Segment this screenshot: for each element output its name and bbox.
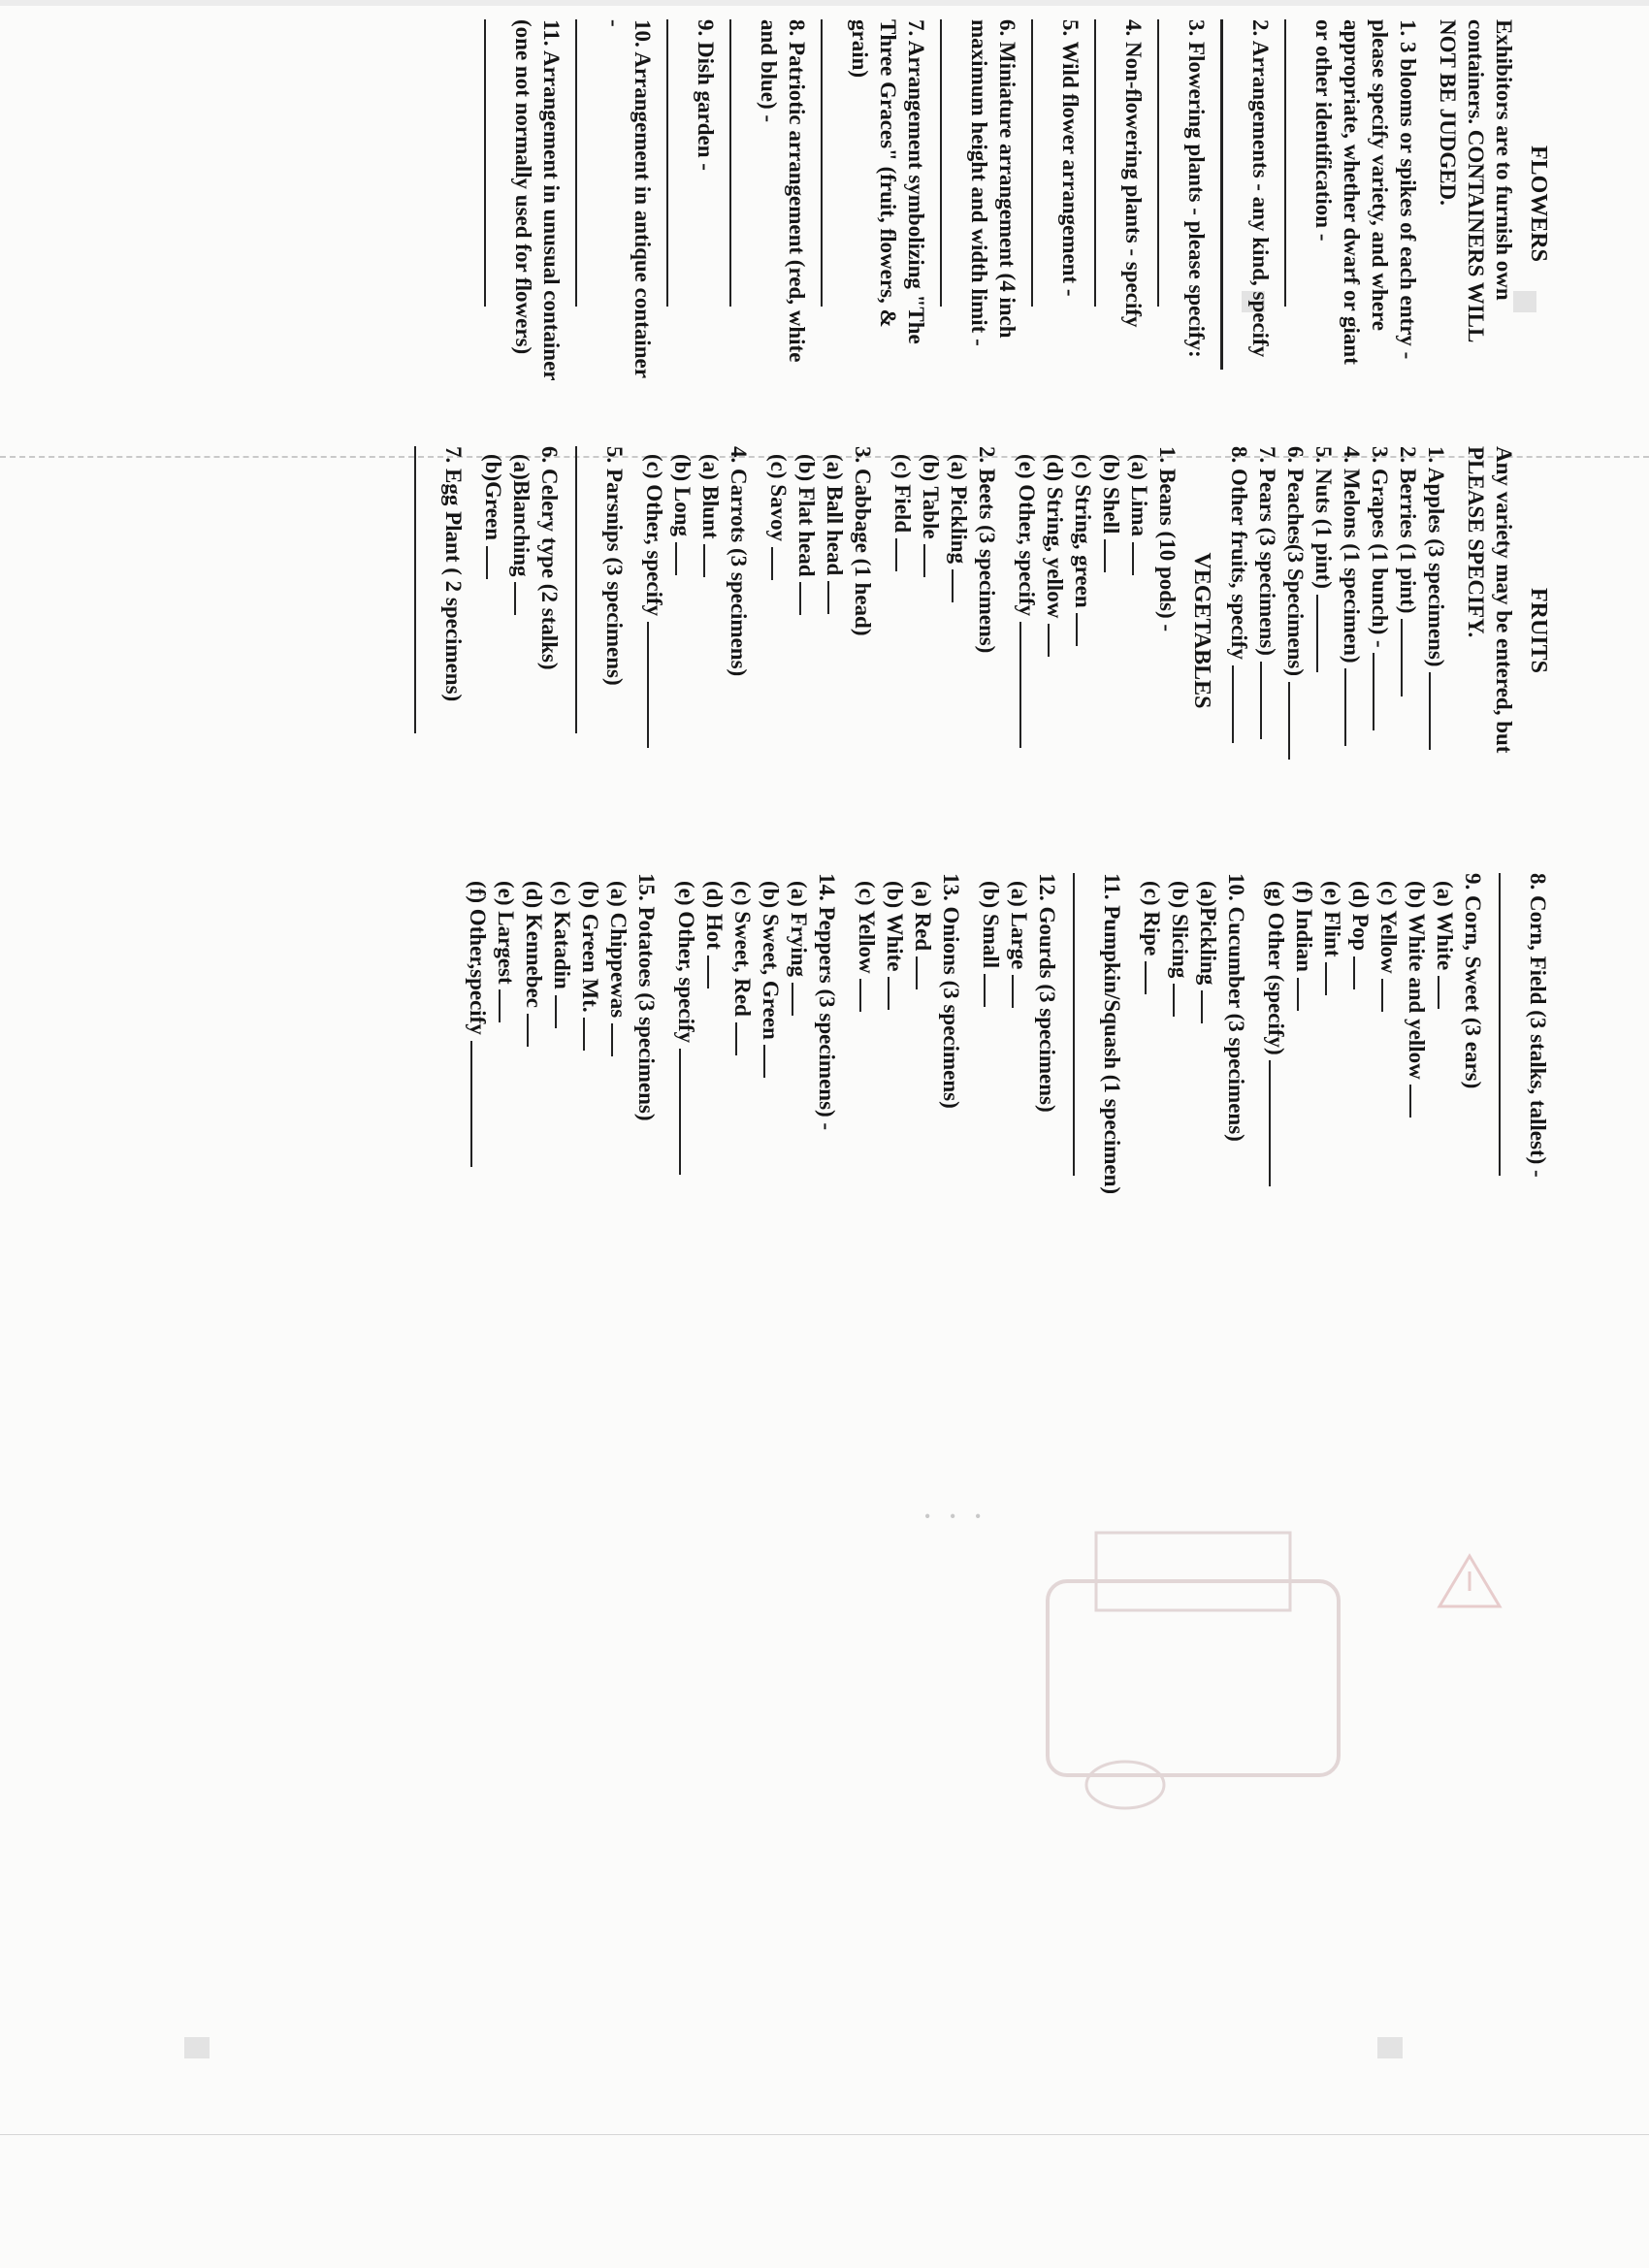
flowers-heading: FLOWERS xyxy=(1526,145,1551,263)
vegetable-subitem-blank[interactable] xyxy=(827,581,847,614)
vegetable-subitem xyxy=(1005,873,1033,1261)
vegetable-subitem xyxy=(1262,873,1290,1261)
scan-speck xyxy=(184,2037,210,2058)
vegetable-group xyxy=(1499,873,1552,1261)
vegetable-subitem-blank[interactable] xyxy=(1076,613,1095,646)
vegetable-subitem-label: (a) Lima xyxy=(1127,454,1151,536)
vegetable-subitem-blank[interactable] xyxy=(527,1014,546,1047)
vegetable-subitem xyxy=(1194,873,1222,1261)
vegetable-subitem-blank[interactable] xyxy=(499,989,518,1022)
vegetable-subitem xyxy=(909,873,937,1261)
fruit-item-blank[interactable] xyxy=(1232,665,1251,743)
vegetable-subitem-blank[interactable] xyxy=(647,622,666,748)
vegetable-subitem-label: (d) String, yellow xyxy=(1043,454,1067,619)
flower-entry-blank[interactable] xyxy=(575,19,597,307)
vegetable-group xyxy=(977,873,1061,1261)
fruit-item-label: 2. Berries (1 pint) xyxy=(1396,446,1420,614)
vegetable-subitem xyxy=(1318,873,1346,1261)
vegetable-subitem xyxy=(853,873,881,1261)
vegetable-subitem-blank[interactable] xyxy=(555,995,574,1028)
vegetable-subitem xyxy=(479,446,507,815)
vegetable-subitem xyxy=(1166,873,1194,1261)
fruit-item xyxy=(1366,446,1394,815)
vegetable-subitem-label: (b) White xyxy=(883,881,907,972)
bleed-through-line: • xyxy=(919,1513,935,1519)
flower-entry-text: 4. Non-flowering plants - specify xyxy=(1121,19,1146,328)
vegetables-continued-column xyxy=(452,873,1552,1261)
flower-entry xyxy=(484,19,566,388)
flower-entry-blank[interactable] xyxy=(940,19,961,307)
vegetable-subitem-label: (c) Yellow xyxy=(855,881,879,974)
vegetable-subitem-label: (a) Large xyxy=(1007,881,1031,970)
vegetable-subitem-label: (e) Largest xyxy=(494,881,518,985)
vegetable-subitem-label: (a) Ball head xyxy=(823,454,847,576)
vegetable-group xyxy=(575,446,629,815)
vegetable-group-title: 6. Celery type (2 stalks) xyxy=(537,446,562,670)
vegetable-subitem xyxy=(728,873,757,1261)
vegetable-group xyxy=(764,446,877,815)
vegetable-subitem-label: (c) Savoy xyxy=(766,454,791,542)
flower-entry xyxy=(940,19,1021,388)
vegetable-subitem-blank[interactable] xyxy=(1104,539,1123,572)
vegetable-subitem-blank[interactable] xyxy=(1325,962,1344,995)
bleed-through-printer-icon xyxy=(1009,1494,1416,1863)
vegetable-subitem xyxy=(668,446,696,815)
vegetable-subitem xyxy=(1069,446,1097,815)
flower-entry xyxy=(1157,19,1211,388)
flower-entry-blank[interactable] xyxy=(1157,19,1179,307)
vegetable-subitem-blank[interactable] xyxy=(916,956,935,989)
fruit-item xyxy=(1394,446,1422,815)
vegetable-subitem-label: (a)Pickling xyxy=(1196,881,1220,986)
vegetable-subitem xyxy=(548,873,576,1261)
flower-entry-blank[interactable] xyxy=(1031,19,1052,307)
vegetable-subitem-label: (b) Slicing xyxy=(1168,881,1192,979)
vegetable-subitem xyxy=(881,873,909,1261)
flower-entry-text: 1. 3 blooms or spikes of each entry - please specify variety, and where appropriate, whether dwarf or giant or other identification - xyxy=(1311,19,1420,365)
vegetable-group-title: 8. Corn, Field (3 stalks, tallest) - xyxy=(1526,873,1550,1178)
vegetable-subitem-blank[interactable] xyxy=(1409,1085,1429,1118)
vegetable-subitem-label: (a) White xyxy=(1433,881,1457,971)
vegetable-subitem-blank[interactable] xyxy=(735,1022,755,1055)
bleed-through-line: • xyxy=(969,1513,986,1519)
vegetable-subitem xyxy=(764,446,792,815)
fruits-heading: FRUITS xyxy=(1526,587,1551,674)
vegetable-subitem xyxy=(1290,873,1318,1261)
vegetable-group-title: 15. Potatoes (3 specimens) xyxy=(634,873,659,1121)
fruit-item-blank[interactable] xyxy=(1288,682,1308,760)
vegetable-subitem-label: (a) Frying xyxy=(787,881,811,978)
vegetable-subitem-label: (b) White and yellow xyxy=(1405,881,1429,1080)
vegetable-subitem-blank[interactable] xyxy=(1145,961,1164,994)
fruit-item-label: 3. Grapes (1 bunch) - xyxy=(1368,446,1392,648)
fruit-item-label: 5. Nuts (1 pint) xyxy=(1311,446,1336,589)
vegetable-subitem-label: (c) Ripe xyxy=(1140,881,1164,956)
vegetable-subitem-label: (a)Blanching xyxy=(509,454,534,577)
vegetable-subitem-blank[interactable] xyxy=(1173,984,1192,1017)
flower-entry xyxy=(729,19,811,388)
vegetable-subitem-blank[interactable] xyxy=(1019,622,1039,748)
vegetable-group-title: 13. Onions (3 specimens) xyxy=(939,873,963,1109)
vegetable-subitem xyxy=(604,873,632,1261)
vegetable-group-title: 1. Beans (10 pods) - xyxy=(1155,446,1180,632)
vegetable-subitem-label: (c) Yellow xyxy=(1376,881,1401,974)
vegetable-group-blank[interactable] xyxy=(1073,873,1094,1176)
vegetable-subitem-label: (c) Sweet, Red xyxy=(730,881,755,1017)
vegetable-subitem-blank[interactable] xyxy=(1048,624,1067,657)
vegetable-subitem xyxy=(1125,446,1153,815)
fruit-item-blank[interactable] xyxy=(1373,653,1392,730)
vegetable-subitem-label: (b) Long xyxy=(670,454,695,536)
vegetable-subitem-blank[interactable] xyxy=(771,547,791,580)
rotated-entry-form xyxy=(0,19,1552,1195)
scan-top-edge xyxy=(0,0,1649,6)
vegetable-subitem-label: (b) Green Mt. xyxy=(578,881,602,1013)
vegetable-group-title: 3. Cabbage (1 head) xyxy=(851,446,875,636)
fruit-item-blank[interactable] xyxy=(1316,595,1336,672)
fruit-item xyxy=(1422,446,1450,815)
vegetable-subitem-blank[interactable] xyxy=(888,977,907,1010)
vegetable-subitem-blank[interactable] xyxy=(859,979,879,1012)
vegetable-group xyxy=(672,873,841,1261)
fruit-item-blank[interactable] xyxy=(1401,619,1420,697)
bleed-through-warning-icon xyxy=(1436,1552,1504,1610)
flower-entry xyxy=(1220,19,1275,388)
flower-entry-text: 8. Patriotic arrangement (red, white and blue) - xyxy=(757,19,809,363)
vegetable-subitem-label: (b) Table xyxy=(919,454,943,539)
fruit-item xyxy=(1310,446,1338,815)
vegetable-subitem xyxy=(1097,446,1125,815)
flower-entry xyxy=(1284,19,1422,388)
vegetable-group xyxy=(414,446,468,815)
vegetable-subitem xyxy=(1403,873,1431,1261)
flower-entry xyxy=(666,19,720,388)
fruit-list xyxy=(1225,446,1450,815)
vegetable-group-title: 12. Gourds (3 specimens) xyxy=(1035,873,1059,1113)
flower-entry-text: 3. Flowering plants - please specify: xyxy=(1184,19,1209,358)
vegetable-group-title: 4. Carrots (3 specimens) xyxy=(727,446,751,677)
vegetable-subitem xyxy=(1041,446,1069,815)
vegetable-subitem xyxy=(1346,873,1374,1261)
vegetable-subitem-label: (c) Field xyxy=(890,454,915,534)
vegetable-subitem xyxy=(640,446,668,815)
vegetable-subitem xyxy=(700,873,728,1261)
vegetable-subitem xyxy=(792,446,821,815)
vegetable-subitem-blank[interactable] xyxy=(679,1049,698,1175)
flower-entry-blank[interactable] xyxy=(484,19,505,307)
vegetable-group xyxy=(1138,873,1250,1261)
vegetable-subitem-blank[interactable] xyxy=(703,544,723,577)
vegetable-subitem-label: (c) String, green xyxy=(1071,454,1095,608)
flower-entry-blank[interactable] xyxy=(1094,19,1116,307)
vegetable-subitem-label: (b) Sweet, Green xyxy=(759,881,783,1040)
vegetable-subitem xyxy=(1138,873,1166,1261)
vegetable-subitem-label: (d) Hot xyxy=(702,881,727,950)
flower-entry xyxy=(1094,19,1148,388)
vegetable-group xyxy=(1262,873,1487,1261)
vegetable-subitem xyxy=(576,873,604,1261)
fruit-item-label: 1. Apples (3 specimens) xyxy=(1424,446,1448,667)
fruit-item-blank[interactable] xyxy=(1344,668,1364,746)
vegetable-groups-left xyxy=(414,446,1181,815)
fruits-note: Any variety may be entered, but PLEASE SPECIFY. xyxy=(1464,446,1516,754)
vegetable-subitem-blank[interactable] xyxy=(1353,956,1373,989)
fruit-item-label: 6. Peaches(3 Specimens) xyxy=(1283,446,1308,676)
flower-entry xyxy=(1031,19,1084,388)
vegetable-subitem xyxy=(821,446,849,815)
vegetable-subitem xyxy=(696,446,725,815)
vegetable-subitem xyxy=(672,873,700,1261)
vegetable-subitem-blank[interactable] xyxy=(1132,542,1151,575)
flower-entry-text: 5. Wild flower arrangement - xyxy=(1058,19,1083,297)
vegetable-subitem-label: (e) Other, specify xyxy=(674,881,698,1044)
fruit-item-blank[interactable] xyxy=(1429,672,1448,750)
vegetable-subitem-blank[interactable] xyxy=(984,974,1003,1007)
vegetable-group xyxy=(479,446,564,815)
flower-entry-blank[interactable] xyxy=(666,19,688,307)
vegetable-subitem xyxy=(464,873,492,1261)
vegetable-subitem xyxy=(1374,873,1403,1261)
vegetable-group xyxy=(1073,873,1126,1261)
vegetable-subitem-label: (d) Kennebec xyxy=(522,881,546,1008)
vegetable-subitem xyxy=(1013,446,1041,815)
bleed-through-line: • xyxy=(944,1513,960,1519)
vegetable-subitem xyxy=(917,446,945,815)
fruit-item xyxy=(1253,446,1281,815)
vegetable-subitem-blank[interactable] xyxy=(1438,976,1457,1009)
vegetable-subitem xyxy=(492,873,520,1261)
vegetable-group-title: 10. Cucumber (3 specimens) xyxy=(1224,873,1248,1142)
vegetable-subitem-blank[interactable] xyxy=(1201,990,1220,1023)
vegetable-group xyxy=(1013,446,1181,815)
vegetable-subitem-blank[interactable] xyxy=(792,983,811,1016)
vegetable-subitem-blank[interactable] xyxy=(1297,978,1316,1011)
vegetable-subitem-blank[interactable] xyxy=(583,1018,602,1051)
vegetable-group-blank[interactable] xyxy=(414,446,436,733)
vegetable-subitem-label: (e) Flint xyxy=(1320,881,1344,957)
vegetable-subitem-blank[interactable] xyxy=(514,582,534,615)
scan-speck xyxy=(1377,2037,1403,2058)
vegetable-subitem xyxy=(889,446,917,815)
fruit-item xyxy=(1225,446,1253,815)
fruit-item-label: 8. Other fruits, specify xyxy=(1227,446,1251,660)
vegetable-subitem-label: (a) Red xyxy=(911,881,935,952)
vegetable-group-title: 9. Corn, Sweet (3 ears) xyxy=(1461,873,1485,1089)
flower-entry-text: 7. Arrangement symbolizing "The Three Graces" (fruit, flowers, & grain) xyxy=(848,19,928,344)
vegetable-subitem xyxy=(520,873,548,1261)
fruits-vegetables-column xyxy=(403,446,1552,815)
vegetable-group-title: 11. Pumpkin/Squash (1 specimen) xyxy=(1100,873,1124,1195)
bleed-through-text xyxy=(698,1513,989,2095)
fruit-item-blank[interactable] xyxy=(1260,662,1279,739)
fruit-item xyxy=(1281,446,1310,815)
flower-entry-text: 10. Arrangement in antique container - xyxy=(602,19,655,378)
vegetable-subitem-blank[interactable] xyxy=(611,1023,630,1056)
vegetable-subitem-label: (b) Small xyxy=(979,881,1003,969)
vegetable-subitem-blank[interactable] xyxy=(470,1041,490,1167)
vegetable-subitem xyxy=(945,446,973,815)
scan-bottom-edge xyxy=(0,2134,1649,2135)
vegetable-group-blank[interactable] xyxy=(1499,873,1520,1176)
vegetable-subitem xyxy=(1431,873,1459,1261)
vegetable-subitem-blank[interactable] xyxy=(1269,1060,1288,1186)
vegetable-subitem-blank[interactable] xyxy=(486,546,505,579)
vegetable-group xyxy=(640,446,753,815)
vegetable-group xyxy=(853,873,965,1261)
vegetable-subitem xyxy=(977,873,1005,1261)
vegetable-subitem-blank[interactable] xyxy=(1381,979,1401,1012)
vegetable-subitem-label: (a) Chippewas xyxy=(606,881,630,1019)
vegetable-groups-right xyxy=(464,873,1552,1261)
flower-entry xyxy=(821,19,930,388)
vegetable-group-title: 7. Egg Plant ( 2 specimens) xyxy=(441,446,466,702)
vegetable-subitem-blank[interactable] xyxy=(895,538,915,571)
vegetable-subitem-blank[interactable] xyxy=(1012,975,1031,1008)
vegetable-group-blank[interactable] xyxy=(575,446,597,733)
vegetable-subitem-label: (c) Katadin xyxy=(550,881,574,989)
vegetable-subitem-label: (f) Other,specify xyxy=(466,881,490,1035)
vegetable-subitem xyxy=(507,446,535,815)
fruit-item-label: 4. Melons (1 specimen) xyxy=(1340,446,1364,664)
vegetable-group-title: 14. Peppers (3 specimens) - xyxy=(815,873,839,1131)
vegetable-subitem-blank[interactable] xyxy=(923,544,943,577)
vegetable-subitem-blank[interactable] xyxy=(763,1045,783,1078)
flower-entry-text: 9. Dish garden - xyxy=(694,19,718,171)
flower-entry-blank[interactable] xyxy=(1220,19,1243,370)
vegetable-subitem-label: (g) Other (specify) xyxy=(1264,881,1288,1055)
vegetable-subitem-label: (c) Other, specify xyxy=(642,454,666,617)
flower-entry-blank[interactable] xyxy=(1284,19,1306,307)
vegetable-group xyxy=(889,446,1001,815)
vegetable-subitem-label: (f) Indian xyxy=(1292,881,1316,972)
vegetable-subitem-label: (e) Other, specify xyxy=(1015,454,1039,617)
vegetable-subitem-blank[interactable] xyxy=(675,542,695,575)
vegetable-subitem-label: (b) Flat head xyxy=(794,454,819,577)
fruit-item-label: 7. Pears (3 specimens) xyxy=(1255,446,1279,656)
vegetable-subitem-blank[interactable] xyxy=(799,582,819,615)
vegetables-heading: VEGETABLES xyxy=(1189,552,1214,709)
vegetable-subitem-blank[interactable] xyxy=(707,956,727,988)
flower-entry-text: 6. Miniature arrangement (4 inch maximum height and width limit - xyxy=(967,19,1019,346)
vegetable-subitem-label: (a) Pickling xyxy=(947,454,971,565)
flower-entry-text: 11. Arrangement in unusual container (one not normally used for flowers) xyxy=(511,19,564,381)
vegetable-group-title: 2. Beets (3 specimens) xyxy=(975,446,999,654)
flower-entry-blank[interactable] xyxy=(729,19,751,307)
flower-entry xyxy=(575,19,657,388)
flower-entry-text: 2. Arrangements - any kind, specify xyxy=(1248,19,1273,358)
vegetable-group-title: 5. Parsnips (3 specimens) xyxy=(602,446,627,686)
vegetable-subitem xyxy=(757,873,785,1261)
vegetable-subitem-label: (b) Shell xyxy=(1099,454,1123,535)
fruit-item xyxy=(1338,446,1366,815)
vegetable-subitem xyxy=(785,873,813,1261)
flower-entry-blank[interactable] xyxy=(821,19,842,307)
flowers-column xyxy=(474,19,1552,388)
flowers-note: Exhibitors are to furnish own containers. CONTAINERS WILL NOT BE JUDGED. xyxy=(1436,19,1516,342)
vegetable-subitem-blank[interactable] xyxy=(952,569,971,602)
vegetable-subitem-label: (a) Blunt xyxy=(698,454,723,539)
vegetable-subitem-label: (b)Green xyxy=(481,454,505,541)
vegetable-subitem-label: (d) Pop xyxy=(1348,881,1373,952)
vegetable-group xyxy=(464,873,661,1261)
